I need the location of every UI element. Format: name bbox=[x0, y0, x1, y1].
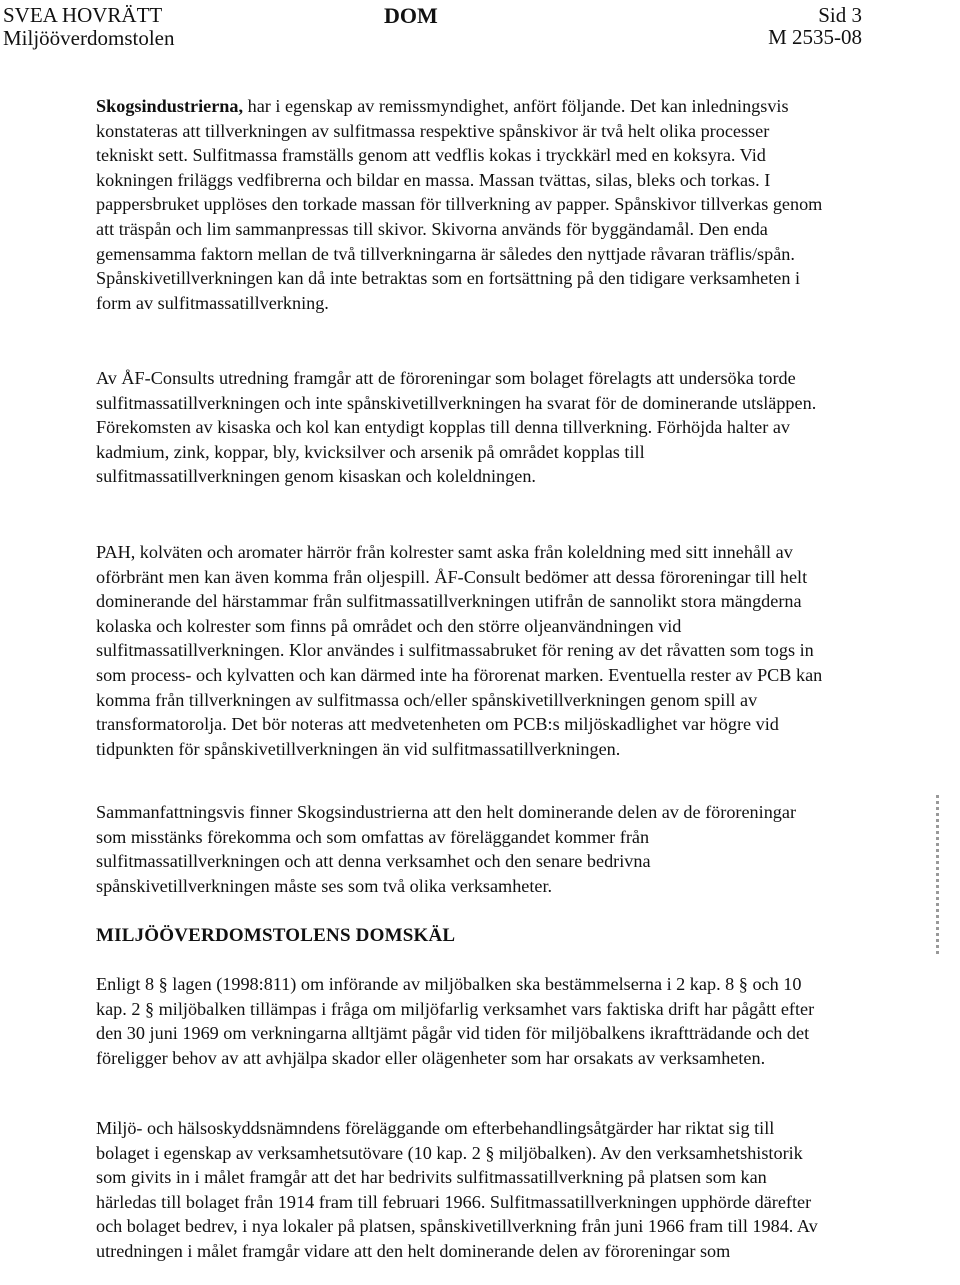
document-header-right bbox=[768, 4, 862, 48]
paragraph-text: Av ÅF-Consults utredning framgår att de föroreningar som bolaget förelagts att undersöka torde sulfitmassatillverkningen och inte spånskivetillverkningen ha svarat för de dominerande utsläppen. Förekomsten av kisaska och kol kan entydigt kopplas till denna tillverkning. Förhöjda halter av kadmium, zink, koppar, bly, kvicksilver och arsenik på området kopplas till sulfitmassatillverkningen genom kisaskan och koleldningen. bbox=[96, 368, 817, 487]
scan-artifact bbox=[936, 795, 939, 955]
paragraph-text: har i egenskap av remissmyndighet, anfört följande. Det kan inledningsvis konstateras att tillverkningen av sulfitmassa respektive spånskivor är två helt olika processer tekniskt sett. Sulfitmassa framställs genom att vedflis kokas i tryckkärl med en koksyra. Vid kokningen friläggs vedfibrerna och bildar en massa. Massan tvättas, silas, bleks och torkas. I pappersbruket upplöses den torkade massan för tillverkning av papper. Spånskivor tillverkas genom att träspån och lim sammanpressas till skivor. Skivorna används för byggändamål. Den enda gemensamma faktorn mellan de två tillverkningarna är således den nyttjade råvaran träflis/spån. Spånskivetillverkningen kan då inte betraktas som en fortsättning på den tidigare verksamheten i form av sulfitmassatillverkning. bbox=[96, 96, 823, 313]
paragraph-lead: Skogsindustrierna, bbox=[96, 96, 244, 116]
reasons-paragraph-1 bbox=[96, 972, 826, 1070]
paragraph-2 bbox=[96, 366, 826, 489]
paragraph-text: Enligt 8 § lagen (1998:811) om införande av miljöbalken ska bestämmelserna i 2 kap. 8 § och 10 kap. 2 § miljöbalken tillämpas i fråga om miljöfarlig verksamhet vars faktiska drift har pågått efter den 30 juni 1969 om verkningarna alltjämt pågår vid tiden för miljöbalkens ikraftträdande och det föreligger behov av att avhjälpa skador eller olägenheter som har orsakats av verksamheten. bbox=[96, 974, 815, 1068]
court-division: Miljööverdomstolen bbox=[3, 26, 175, 50]
reasons-paragraph-2 bbox=[96, 1116, 826, 1264]
document-header-left bbox=[3, 4, 175, 50]
paragraph-text: PAH, kolväten och aromater härrör från kolrester samt aska från koleldning med sitt innehåll av oförbränt men kan även komma från oljespill. ÅF-Consult bedömer att dessa föroreningar till helt dominerande del härstammar från sulfitmassatillverkningen utifrån de sannolikt stora mängderna kolaska och kolrester som finns på området och den större oljeanvändningen vid sulfitmassatillverkningen. Klor användes i sulfitmassabruket för rening av det råvatten som togs in som process- och kylvatten och kan därmed inte ha förorenat marken. Eventuella rester av PCB kan komma från tillverkningen av sulfitmassa och/eller spånskivetillverkningen genom spill av transformatorolja. Det bör noteras att medvetenheten om PCB:s miljöskadlighet var högre vid tidpunkten för spånskivetillverkningen än vid sulfitmassatillverkningen. bbox=[96, 542, 823, 759]
paragraph-3 bbox=[96, 540, 826, 761]
paragraph-text: Miljö- och hälsoskyddsnämndens föreläggande om efterbehandlingsåtgärder har riktat sig till bolaget i egenskap av verksamhetsutövare (10 kap. 2 § miljöbalken). Av den verksamhetshistorik som givits in i målet framgår att det har bedrivits sulfitmassatillverkning på platsen som kan härledas till bolaget från 1914 fram till februari 1966. Sulfitmassatillverkningen upphörde därefter och bolaget bedrev, i nya lokaler på platsen, spånskivetillverkning från juni 1966 fram till 1984. Av utredningen i målet framgår vidare att den helt dominerande delen av föroreningar som bbox=[96, 1118, 818, 1261]
court-name: SVEA HOVRÄTT bbox=[3, 3, 163, 27]
section-heading: MILJÖÖVERDOMSTOLENS DOMSKÄL bbox=[96, 925, 456, 946]
case-number: M 2535-08 bbox=[768, 25, 862, 49]
document-type: DOM bbox=[384, 3, 438, 28]
page-number: Sid 3 bbox=[818, 3, 862, 27]
paragraph-1 bbox=[96, 94, 826, 315]
paragraph-text: Sammanfattningsvis finner Skogsindustrierna att den helt dominerande delen av de föroreningar som misstänks förekomma och som omfattas av föreläggandet kommer från sulfitmassatillverkningen och att denna verksamhet och den senare bedrivna spånskivetillverkningen måste ses som två olika verksamheter. bbox=[96, 802, 797, 896]
paragraph-4 bbox=[96, 800, 826, 898]
